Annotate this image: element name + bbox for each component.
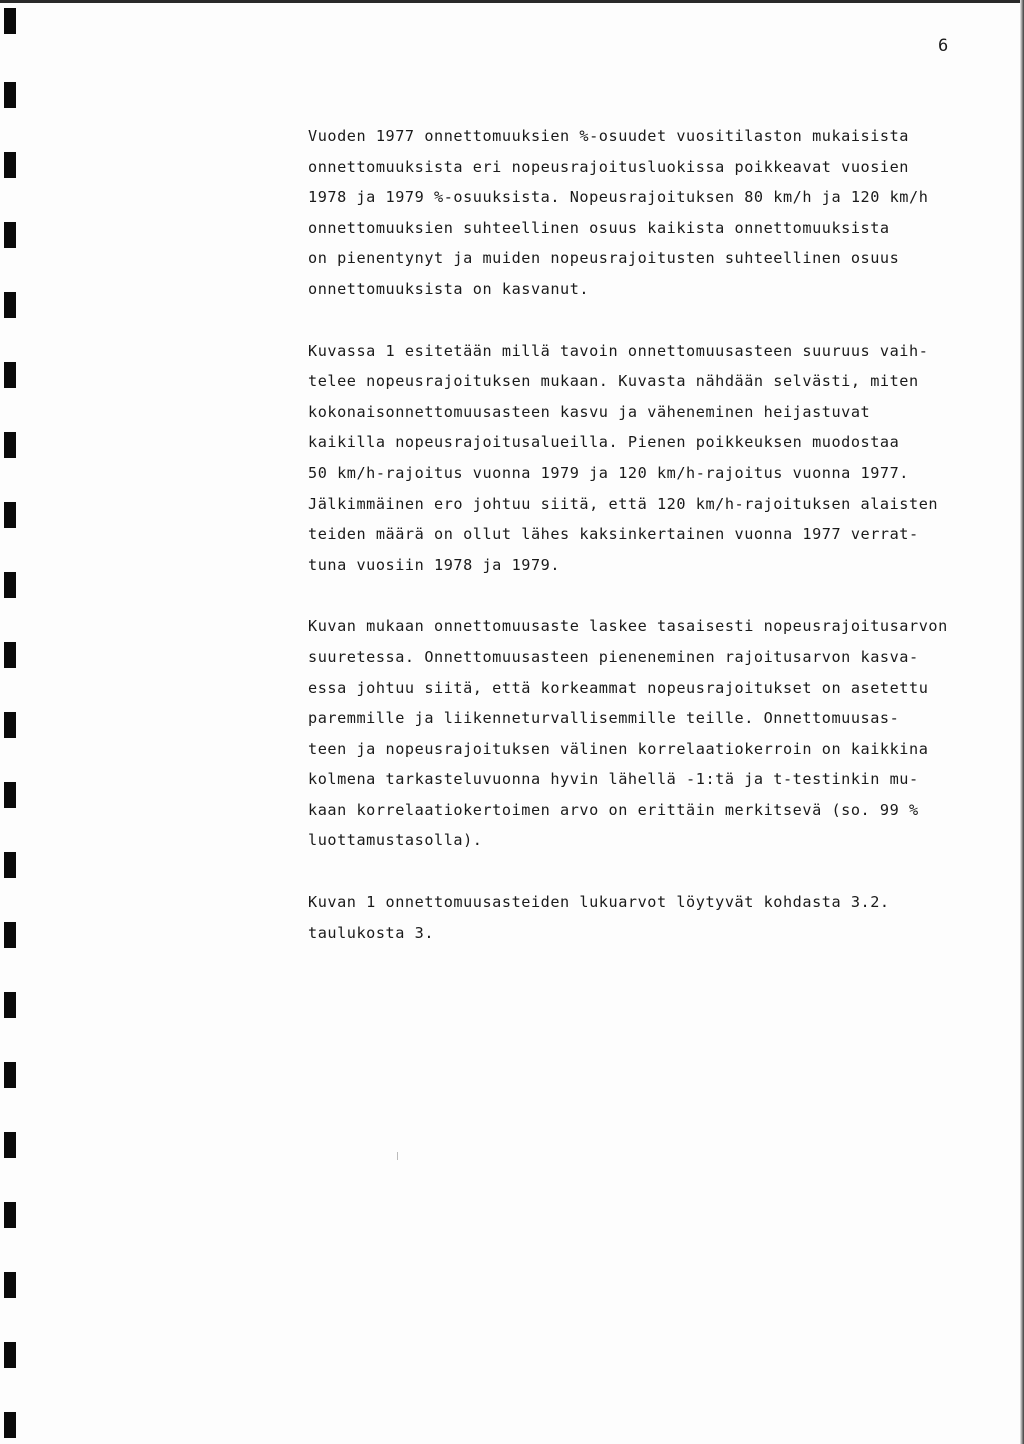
text-line: Kuvan mukaan onnettomuusaste laskee tasaisesti nopeusrajoitusarvon [308,617,948,636]
binding-hole [4,82,16,108]
text-line: kolmena tarkasteluvuonna hyvin lähellä -1:tä ja t-testinkin mu- [308,770,919,789]
text-line: kokonaisonnettomuusasteen kasvu ja väheneminen heijastuvat [308,402,871,421]
text-line: kaan korrelaatiokertoimen arvo on erittäin merkitsevä (so. 99 % [308,800,919,819]
binding-hole [4,222,16,248]
text-line: essa johtuu siitä, että korkeammat nopeusrajoitukset on asetettu [308,678,929,697]
binding-hole [4,1062,16,1088]
binding-hole [4,922,16,948]
binding-hole [4,1412,16,1438]
text-line: tuna vuosiin 1978 ja 1979. [308,555,561,574]
text-line: on pienentynyt ja muiden nopeusrajoitusten suhteellinen osuus [308,249,900,268]
binding-hole [4,782,16,808]
text-line: suuretessa. Onnettomuusasteen pieneneminen rajoitusarvon kasva- [308,647,919,666]
text-line: kaikilla nopeusrajoitusalueilla. Pienen poikkeuksen muodostaa [308,433,900,452]
binding-hole [4,852,16,878]
text-line: paremmille ja liikenneturvallisemmille teille. Onnettomuusas- [308,709,900,728]
binding-hole [4,712,16,738]
paragraph [308,336,998,581]
scan-edge-top [0,0,1024,3]
text-line: 1978 ja 1979 %-osuuksista. Nopeusrajoituksen 80 km/h ja 120 km/h [308,188,929,207]
binding-hole [4,572,16,598]
body-text [308,121,998,979]
paragraph [308,611,998,856]
binding-hole [4,502,16,528]
page-number: 6 [938,36,949,56]
text-line: Vuoden 1977 onnettomuuksien %-osuudet vuositilaston mukaisista [308,127,910,145]
text-line: taulukosta 3. [308,923,435,942]
binding-hole [4,1202,16,1228]
paragraph [308,887,998,948]
text-line: teen ja nopeusrajoituksen välinen korrelaatiokerroin on kaikkina [308,739,929,758]
binding-hole [4,1272,16,1298]
text-line: Jälkimmäinen ero johtuu siitä, että 120 km/h-rajoituksen alaisten [308,494,939,513]
binding-hole [4,1132,16,1158]
binding-hole [4,292,16,318]
binding-hole [4,992,16,1018]
binding-hole [4,152,16,178]
text-line: onnettomuuksien suhteellinen osuus kaikista onnettomuuksista [308,218,890,237]
text-line: onnettomuuksista on kasvanut. [308,279,590,298]
text-line: Kuvassa 1 esitetään millä tavoin onnettomuusasteen suuruus vaih- [308,341,929,360]
text-line: Kuvan 1 onnettomuusasteiden lukuarvot löytyvät kohdasta 3.2. [308,893,890,912]
binding-hole [4,8,16,34]
paragraph [308,121,998,305]
text-line: 50 km/h-rajoitus vuonna 1979 ja 120 km/h-rajoitus vuonna 1977. [308,463,910,482]
binding-hole [4,432,16,458]
binding-hole [4,642,16,668]
binding-hole [4,362,16,388]
text-line: luottamustasolla). [308,831,483,850]
binding-holes [4,0,18,1444]
scan-speck [397,1152,398,1160]
binding-hole [4,1342,16,1368]
text-line: onnettomuuksista eri nopeusrajoitusluokissa poikkeavat vuosien [308,157,910,176]
text-line: teiden määrä on ollut lähes kaksinkertainen vuonna 1977 verrat- [308,525,919,544]
text-line: telee nopeusrajoituksen mukaan. Kuvasta nähdään selvästi, miten [308,372,919,391]
scan-edge-right [1020,0,1024,1444]
